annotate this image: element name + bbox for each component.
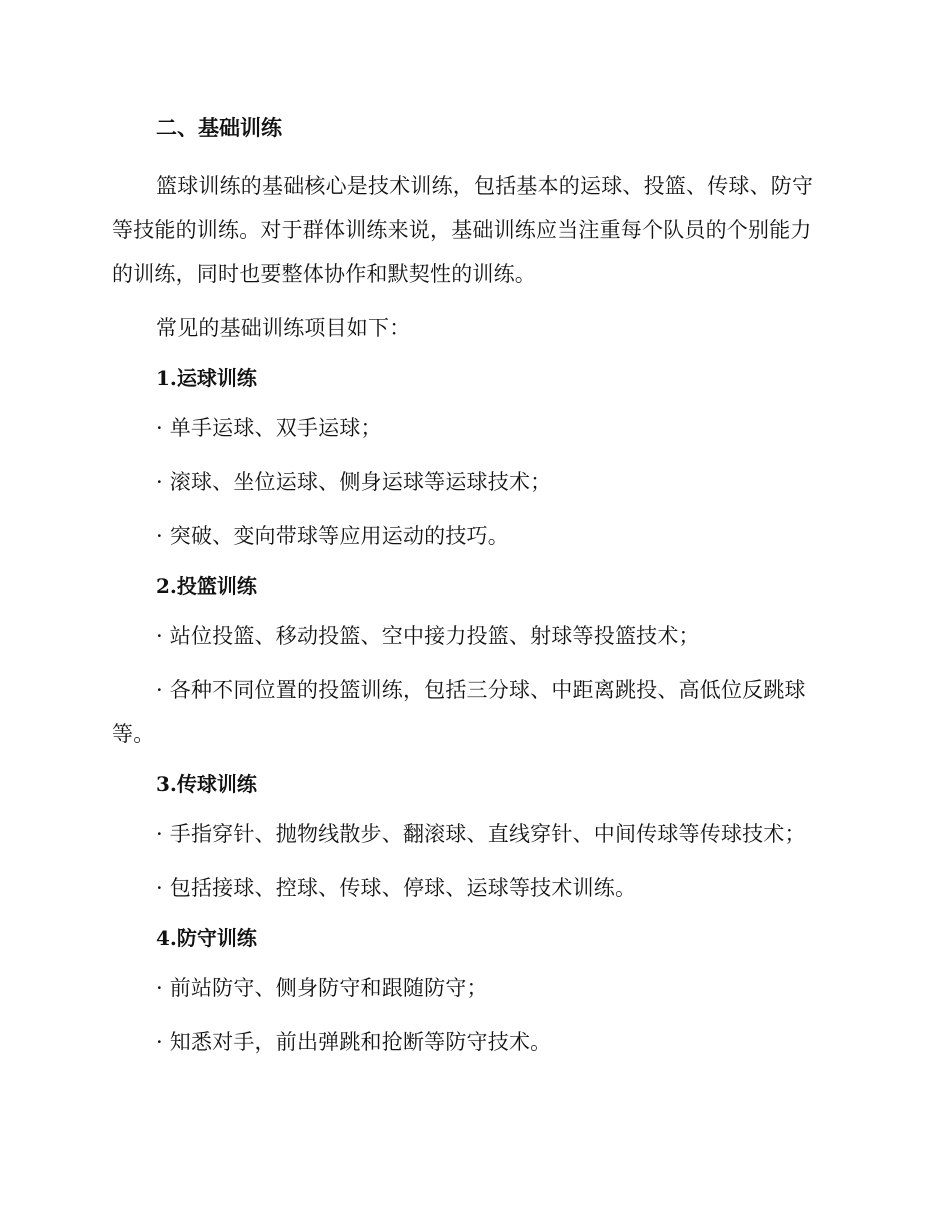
section-title-defense: 4.防守训练 (156, 926, 257, 950)
section-title-shooting: 2.投篮训练 (156, 574, 257, 598)
list-item: · 包括接球、控球、传球、停球、运球等技术训练。 (156, 876, 637, 900)
section-title-dribbling: 1.运球训练 (156, 366, 257, 390)
list-item: · 手指穿针、抛物线散步、翻滚球、直线穿针、中间传球等传球技术； (156, 822, 806, 846)
list-item: · 前站防守、侧身防守和跟随防守； (156, 976, 488, 1000)
list-item: · 突破、变向带球等应用运动的技巧。 (156, 524, 509, 548)
section-heading: 二、基础训练 (156, 115, 282, 140)
intro-paragraph: 篮球训练的基础核心是技术训练，包括基本的运球、投篮、传球、防守等技能的训练。对于群体训练来说，基础训练应当注重每个队员的个别能力的训练，同时也要整体协作和默契性的训练。 (112, 174, 814, 286)
list-item: · 站位投篮、移动投篮、空中接力投篮、射球等投篮技术； (156, 624, 700, 648)
list-item: · 各种不同位置的投篮训练，包括三分球、中距离跳投、高低位反跳球等。 (112, 678, 806, 746)
list-item: · 知悉对手，前出弹跳和抢断等防守技术。 (156, 1030, 552, 1054)
document-content (112, 110, 832, 1064)
list-item: · 滚球、坐位运球、侧身运球等运球技术； (156, 470, 552, 494)
list-item: · 单手运球、双手运球； (156, 416, 382, 440)
section-title-passing: 3.传球训练 (156, 772, 257, 796)
list-intro: 常见的基础训练项目如下： (156, 316, 411, 340)
